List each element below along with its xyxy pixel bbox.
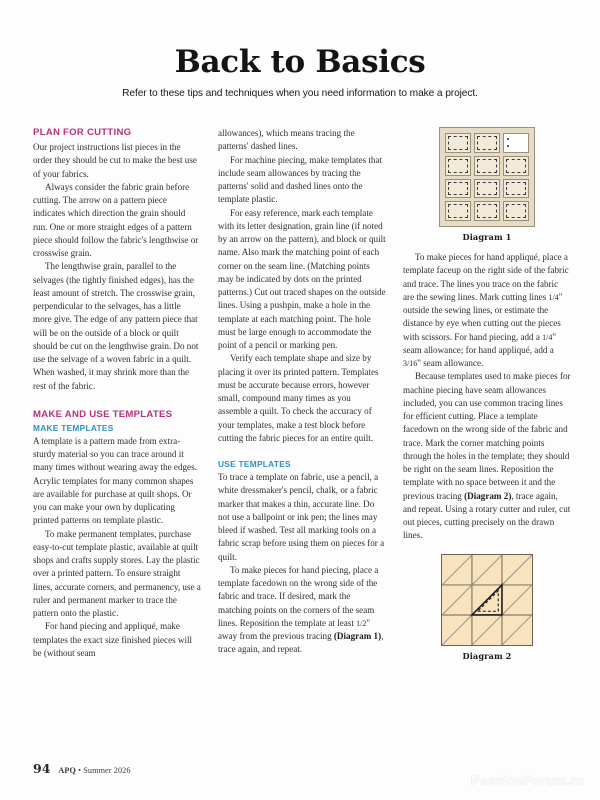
diagram-cell: [503, 179, 529, 199]
column-two: [218, 127, 386, 661]
masthead: [0, 46, 600, 99]
diagram-1-illustration: [439, 127, 535, 227]
fraction-quarter: 1/4: [548, 292, 559, 302]
paragraph: A template is a pattern made from extra-sturdy material so you can trace around it many times without wearing away the edges. Acrylic templates for many common shapes are available for purchase at quilt shops. Or you can make your own by duplicating printed patterns on template plastic.: [33, 435, 197, 526]
section-heading-make-and-use-templates: MAKE AND USE TEMPLATES: [33, 408, 173, 420]
page-deck: Refer to these tips and techniques when you need information to make a project.: [122, 87, 478, 99]
section-heading-plan-for-cutting: PLAN FOR CUTTING: [33, 127, 132, 138]
diagram-2-reference: (Diagram 2): [464, 490, 512, 501]
diagram-cell: [474, 201, 500, 221]
diagram-cell: [474, 179, 500, 199]
paragraph: Verify each template shape and size by placing it over its printed pattern. Templates must be accurate because errors, however small, compound many times as you assemble a quilt. To check the accuracy of your templates, make a test block before cutting the fabric pieces for an entire quilt.: [218, 353, 379, 443]
diagram-cell: [474, 156, 500, 176]
matching-point-dots-icon: [506, 136, 510, 150]
diagram-2-grid: [442, 555, 532, 645]
page-title: Back to Basics: [174, 44, 426, 80]
paragraph-text: " seam allowance.: [417, 358, 484, 368]
column-one: [33, 127, 201, 661]
sub-heading-make-templates: MAKE TEMPLATES: [33, 422, 114, 433]
paragraph: To trace a template on fabric, use a pencil, a white dressmaker's pencil, chalk, or a fabric marker that makes a thin, accurate line. Do not use a ballpoint or ink pen; the lines may bleed if washed. Test all marking tools on a fabric scrap before using them on pieces for a quilt.: [218, 472, 385, 562]
diagram-cell: [445, 201, 471, 221]
paragraph-text: To make pieces for hand appliqué, place a template faceup on the right side of the fabric and trace. The lines you trace on the fabric are the sewing lines. Mark cutting lines: [403, 252, 569, 302]
paragraph-text: " away from the previous tracing: [218, 617, 371, 641]
paragraph-hand-applique: [403, 251, 571, 370]
fraction-three-sixteenths: 3/16: [403, 359, 418, 368]
publication-name: APQ: [58, 766, 76, 775]
paragraph-text: To make pieces for hand piecing, place a template facedown on the wrong side of the fabric and trace. If desired, mark the matching points on the corners of the seam lines. Reposition the template at least: [218, 564, 379, 628]
paragraph: For machine piecing, make templates that include seam allowances by tracing the patterns' solid and dashed lines onto the template plastic.: [218, 154, 383, 205]
folio-page-number: 94: [33, 761, 51, 776]
paragraph: To make permanent templates, purchase easy-to-cut template plastic, available at quilt shops and crafts supply stores. Lay the plastic over a printed pattern. To ensure straight lines, accurate corners, and permanency, use a ruler and permanent marker to trace the pattern onto the plastic.: [33, 528, 201, 618]
paragraph-with-diagram-reference: [218, 564, 386, 657]
paragraph: For easy reference, mark each template with its letter designation, grain line (if noted by an arrow on the pattern), and block or quilt name. Also mark the matching point of each corner on the seam line. (Matching points may be indicated by dots on the printed patterns.) Cut out traced shapes on the outside lines. Using a pushpin, make a hole in the template at each matching point. The hole must be large enough to accommodate the point of a pencil or marking pen.: [218, 207, 386, 350]
fraction-quarter: 1/4: [542, 332, 553, 342]
diagram-cell: [503, 156, 529, 176]
paragraph: allowances), which means tracing the patterns' dashed lines.: [218, 128, 355, 152]
paragraph: For hand piecing and appliqué, make templates the exact size finished pieces will be (without seam: [33, 621, 193, 658]
diagram-2-illustration: [441, 554, 533, 646]
folio-separator: •: [76, 766, 84, 775]
figure-caption: Diagram 1: [462, 232, 512, 242]
diagram-cell: [474, 133, 500, 153]
site-watermark: PassionForum.ru: [471, 773, 584, 788]
diagram-cell: [503, 201, 529, 221]
paragraph-machine-piecing: [403, 370, 571, 542]
diagram-template-piece: [503, 133, 529, 153]
figure-caption: Diagram 2: [462, 650, 512, 661]
folio-publication-info: [58, 766, 130, 775]
paragraph-text: , trace again, and repeat.: [218, 631, 384, 655]
paragraph: Always consider the fabric grain before cutting. The arrow on a pattern piece indicates which direction the grain should run. One or more straight edges of a pattern piece should follow the fabric's lengthwise or crosswise grain.: [33, 181, 199, 258]
issue-label: Summer 2026: [83, 766, 131, 775]
paragraph-text: Because templates used to make pieces for machine piecing have seam allowances included, you can use common tracing lines for efficient cutting. Place a template facedown on the wrong side of the fabric and trace. Mark the corner matching points through the holes in the template; they should be right on the seam lines. Reposition the template with no space between it and the previous tracing: [403, 371, 571, 501]
paragraph: The lengthwise grain, parallel to the selvages (the tightly finished edges), has the least amount of stretch. The crosswise grain, perpendicular to the selvages, has a little more give. The edge of any pattern piece that will be on the outside of a block or quilt should be cut on the lengthwise grain. Do not use the selvage of a woven fabric in a quilt. When washed, it may shrink more than the rest of the fabric.: [33, 261, 199, 391]
article-columns: [33, 127, 570, 661]
diagram-cell: [445, 179, 471, 199]
paragraph: Our project instructions list pieces in the order they should be cut to make the best use of your fabrics.: [33, 142, 197, 179]
sub-heading-use-templates: USE TEMPLATES: [218, 459, 291, 469]
paragraph-text: " seam allowance; for hand appliqué, add a: [403, 331, 557, 355]
paragraph-text: " outside the sewing lines, or estimate the distance by eye when cutting out the pieces with scissors. For hand piecing, add a: [403, 291, 563, 342]
figure-diagram-1: [403, 127, 571, 242]
diagram-cell: [445, 156, 471, 176]
diagram-1-reference: (Diagram 1): [333, 631, 382, 641]
fraction-half: 1/2: [356, 618, 367, 628]
paragraph-text: , trace again, and repeat. Using a rotary cutter and ruler, cut out pieces, cutting precisely on the drawn lines.: [403, 490, 571, 541]
column-three: [403, 127, 571, 661]
page-footer: [33, 761, 131, 776]
diagram-cell: [445, 133, 471, 153]
figure-diagram-2: [403, 554, 571, 661]
